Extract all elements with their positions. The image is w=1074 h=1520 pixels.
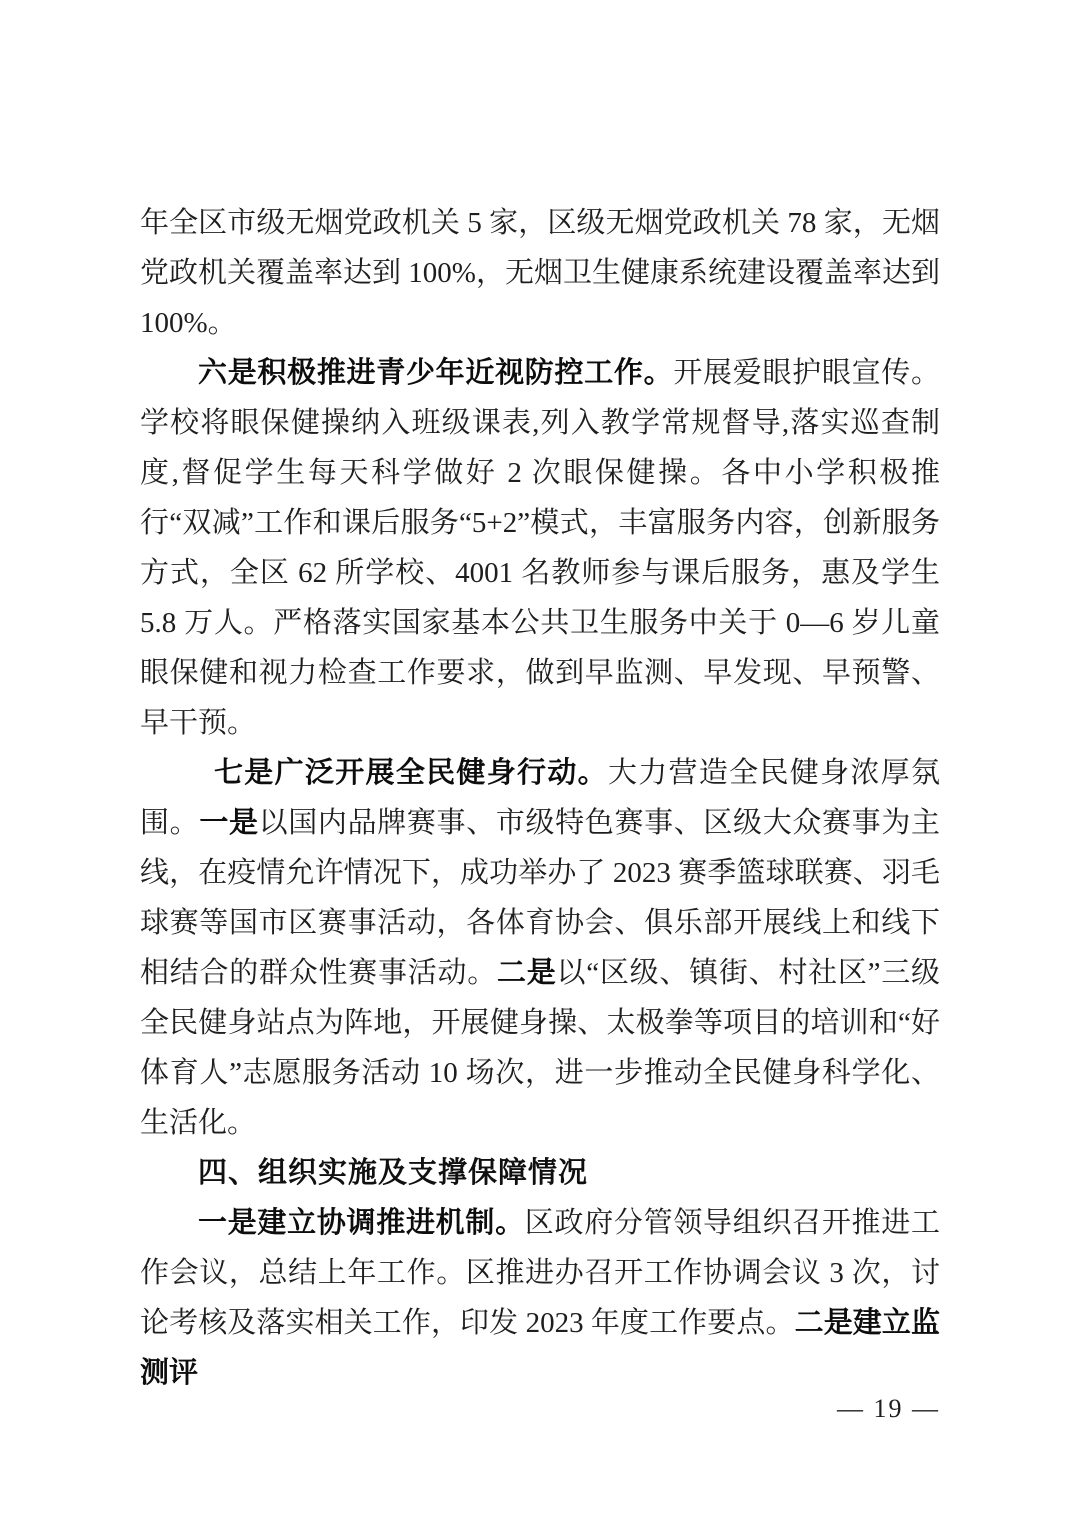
page-number: — 19 —: [837, 1394, 940, 1423]
paragraph-myopia-prevention: [140, 348, 940, 748]
bold-text-run: 六是积极推进青少年近视防控工作。: [198, 357, 674, 389]
text-run: 年全区市级无烟党政机关 5 家，区级无烟党政机关 78 家，无烟党政机关覆盖率达到 100%，无烟卫生健康系统建设覆盖率达到 100%。: [140, 207, 940, 339]
text-run: 开展爱眼护眼宣传。学校将眼保健操纳入班级课表,列入教学常规督导,落实巡查制度,督促学生每天科学做好 2 次眼保健操。各中小学积极推行“双减”工作和课后服务“5+2”模式，丰富服务内容，创新服务方式，全区 62 所学校、4001 名教师参与课后服务，惠及学生 5.8 万人。严格落实国家基本公共卫生服务中关于 0—6 岁儿童眼保健和视力检查工作要求，做到早监测、早发现、早预警、早干预。: [140, 357, 940, 739]
bold-text-run: 一是: [199, 807, 259, 839]
paragraph-organization-support: [140, 1198, 940, 1398]
bold-text-run: 一是建立协调推进机制。: [198, 1207, 525, 1239]
bold-text-run: 四、组织实施及支撑保障情况: [198, 1157, 589, 1189]
document-body: [140, 198, 940, 1398]
text-run: 区政府分管领导组织召开推进工作会议，总结上年工作。区推进办召开工作协调会议 3 次，讨论考核及落实相关工作，印发 2023 年度工作要点。: [140, 1207, 940, 1339]
text-run: 大力营造全民健身浓厚氛围。: [140, 757, 940, 839]
paragraph-smoke-free-continuation: [140, 198, 940, 348]
paragraph-national-fitness: [140, 748, 940, 1148]
text-run: 以“区级、镇街、村社区”三级全民健身站点为阵地，开展健身操、太极拳等项目的培训和“好体育人”志愿服务活动 10 场次，进一步推动全民健身科学化、生活化。: [140, 957, 940, 1139]
bold-text-run: 二是建立监测评: [140, 1307, 940, 1389]
text-run: 以国内品牌赛事、市级特色赛事、区级大众赛事为主线，在疫情允许情况下，成功举办了 2023 赛季篮球联赛、羽毛球赛等国市区赛事活动，各体育协会、俱乐部开展线上和线下相结合的群众性赛事活动。: [140, 807, 940, 989]
bold-text-run: 七是广泛开展全民健身行动。: [214, 757, 608, 789]
section-heading-4: [140, 1148, 940, 1198]
bold-text-run: 二是: [497, 957, 557, 989]
